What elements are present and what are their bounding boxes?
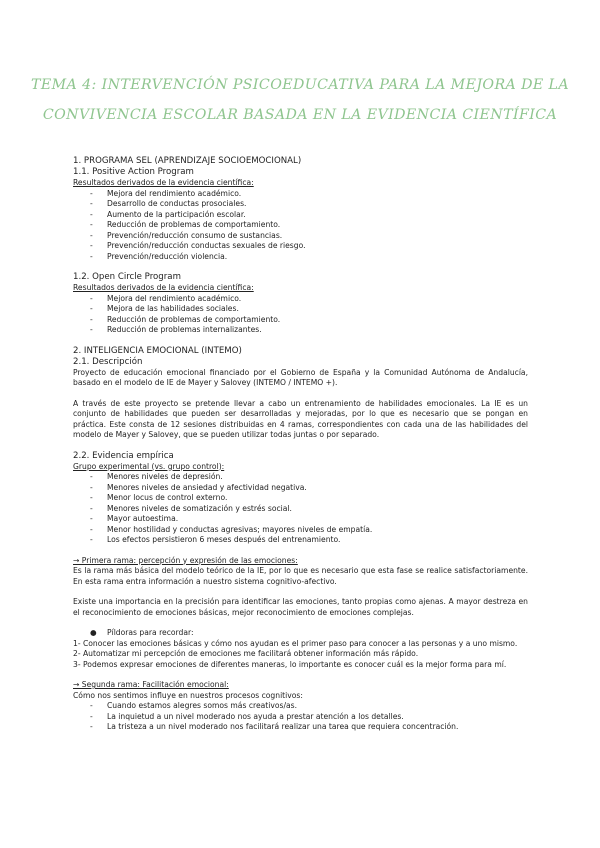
list-item: - Mejora del rendimiento académico. <box>73 294 528 305</box>
document-body <box>73 156 528 733</box>
list-item: - Menores niveles de somatización y estrés social. <box>73 504 528 515</box>
rama-1-label: → Primera rama: percepción y expresión de las emociones: <box>73 555 298 565</box>
section-1-heading: 1. PROGRAMA SEL (APRENDIZAJE SOCIOEMOCIONAL) <box>73 156 302 166</box>
list-item: - La tristeza a un nivel moderado nos facilitará realizar una tarea que requiera concentración. <box>73 722 528 733</box>
list-item: - Mejora de las habilidades sociales. <box>73 304 528 315</box>
list-item: - Prevención/reducción consumo de sustancias. <box>73 231 528 242</box>
section-1-1-list <box>73 189 528 263</box>
section-2-1-paragraph-2: A través de este proyecto se pretende llevar a cabo un entrenamiento de habilidades emocionales. La IE es un conjunto de habilidades que pueden ser desarrolladas y mejoradas, por lo que es necesario que se pongan en práctica. Este consta de 12 sesiones distribuidas en 4 ramas, correspondientes con cada una de las habilidades del modelo de Mayer y Salovey, que se pueden utilizar todas juntas o por separado. <box>73 398 528 439</box>
list-item: - Mejora del rendimiento académico. <box>73 189 528 200</box>
list-item: - Menores niveles de ansiedad y afectividad negativa. <box>73 483 528 494</box>
section-1-2-heading: 1.2. Open Circle Program <box>73 272 181 282</box>
list-item: - Menor locus de control externo. <box>73 493 528 504</box>
section-2-2-list <box>73 472 528 546</box>
section-2-1-heading: 2.1. Descripción <box>73 356 143 367</box>
document-title <box>0 70 600 130</box>
list-item: - Desarrollo de conductas prosociales. <box>73 199 528 210</box>
section-2-2-label: Grupo experimental (vs. grupo control): <box>73 461 225 471</box>
section-1-2-label: Resultados derivados de la evidencia científica: <box>73 283 254 292</box>
bullet-icon: ● <box>90 628 97 637</box>
section-1-1-label: Resultados derivados de la evidencia científica: <box>73 178 254 187</box>
list-item: - Aumento de la participación escolar. <box>73 210 528 221</box>
section-2-1-paragraph-1: Proyecto de educación emocional financiado por el Gobierno de España y la Comunidad Autónoma de Andalucía, basado en el modelo de IE de Mayer y Salovey (INTEMO / INTEMO +). <box>73 367 528 387</box>
list-item: - Cuando estamos alegres somos más creativos/as. <box>73 701 528 712</box>
list-item: - Reducción de problemas internalizantes. <box>73 325 528 336</box>
list-item: - Mayor autoestima. <box>73 514 528 525</box>
section-2-heading: 2. INTELIGENCIA EMOCIONAL (INTEMO) <box>73 345 242 356</box>
rama-2-label: → Segunda rama: Facilitación emocional: <box>73 680 229 689</box>
reminder-heading: Píldoras para recordar: <box>107 628 194 637</box>
section-1-2-list <box>73 294 528 336</box>
list-item: - Prevención/reducción violencia. <box>73 252 528 263</box>
reminder-tip: 1- Conocer las emociones básicas y cómo nos ayudan es el primer paso para conocer a las personas y a uno mismo. <box>73 638 518 648</box>
section-1-1-heading: 1.1. Positive Action Program <box>73 167 194 177</box>
list-item: - Reducción de problemas de comportamiento. <box>73 315 528 326</box>
list-item: - Prevención/reducción conductas sexuales de riesgo. <box>73 241 528 252</box>
list-item: - La inquietud a un nivel moderado nos ayuda a prestar atención a los detalles. <box>73 712 528 723</box>
title-line-2: CONVIVENCIA ESCOLAR BASADA EN LA EVIDENCIA CIENTÍFICA <box>42 107 558 123</box>
title-line-1: TEMA 4: INTERVENCIÓN PSICOEDUCATIVA PARA LA MEJORA DE LA <box>31 77 569 93</box>
rama-1-paragraph-2: Existe una importancia en la precisión para identificar las emociones, tanto propias como ajenas. A mayor destreza en el reconocimiento de emociones básicas, mejor reconocimiento de emociones complejas. <box>73 597 528 617</box>
list-item: - Reducción de problemas de comportamiento. <box>73 220 528 231</box>
section-2-2-heading: 2.2. Evidencia empírica <box>73 450 174 461</box>
rama-2-list <box>73 701 528 733</box>
list-item: - Menores niveles de depresión. <box>73 472 528 483</box>
list-item: - Los efectos persistieron 6 meses después del entrenamiento. <box>73 535 528 546</box>
reminder-tip: 3- Podemos expresar emociones de diferentes maneras, lo importante es conocer cuál es la mejor forma para mí. <box>73 659 507 669</box>
reminder-bullet <box>73 628 528 639</box>
reminder-tip: 2- Automatizar mi percepción de emociones me facilitará obtener información más rápido. <box>73 649 419 658</box>
rama-2-intro: Cómo nos sentimos influye en nuestros procesos cognitivos: <box>73 690 303 700</box>
rama-1-paragraph-1: Es la rama más básica del modelo teórico de la IE, por lo que es necesario que esta fase se realice satisfactoriamente. En esta rama entra información a nuestro sistema cognitivo-afectivo. <box>73 566 528 586</box>
list-item: - Menor hostilidad y conductas agresivas; mayores niveles de empatía. <box>73 525 528 536</box>
